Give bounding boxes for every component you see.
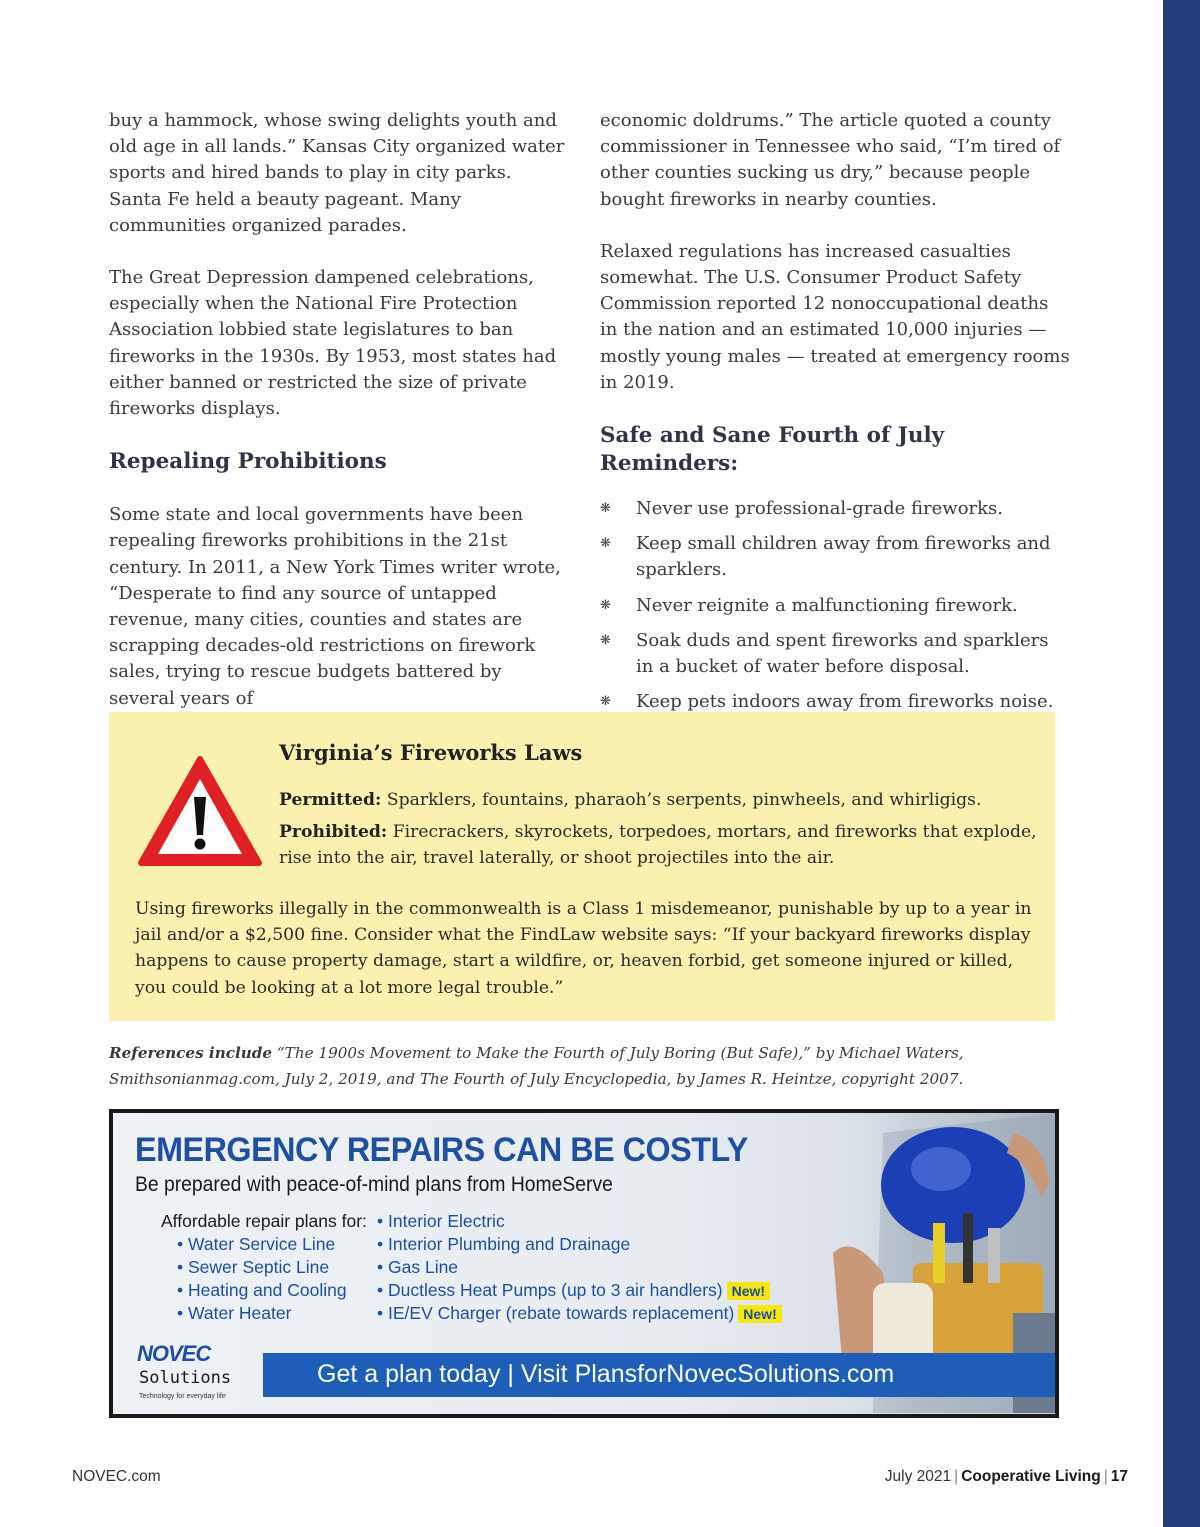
permitted-text: Sparklers, fountains, pharaoh’s serpents, pinwheels, and whirligigs. [381, 790, 982, 810]
list-item: • Water Heater [177, 1302, 347, 1325]
list-item: ❋ Keep small children away from fireworks and sparklers. [600, 533, 1051, 581]
list-item: • Heating and Cooling [177, 1279, 347, 1302]
list-item: • Water Service Line [177, 1233, 347, 1256]
fireworks-laws-callout [109, 712, 1055, 1021]
ad-subhead: Be prepared with peace-of-mind plans from HomeServe [135, 1173, 613, 1196]
footer-publication: Cooperative Living [961, 1468, 1101, 1485]
repealing-heading: Repealing Prohibitions [109, 449, 387, 475]
footer-separator: | [954, 1468, 959, 1485]
left-paragraph-2: The Great Depression dampened celebrations, especially when the National Fire Protection Association lobbied state legislatures to ban fireworks in the 1930s. By 1953, most states had either banned or restricted the size of private fireworks displays. [109, 267, 557, 420]
warning-icon [137, 755, 263, 867]
permitted-label: Permitted: [279, 790, 382, 810]
footer-folio [885, 1468, 1128, 1486]
list-item: ❋ Never use professional-grade fireworks. [600, 496, 1070, 522]
prohibited-line [279, 819, 1039, 871]
prohibited-text: Firecrackers, skyrockets, torpedoes, mortars, and fireworks that explode, rise into the air, travel laterally, or shoot projectiles into the air. [279, 822, 1037, 869]
bullet-icon: ❋ [600, 501, 611, 517]
left-paragraph-1: buy a hammock, whose swing delights youth and old age in all lands.” Kansas City organized water sports and hired bands to play in city parks. Santa Fe held a beauty pageant. Many communities organized parades. [109, 110, 565, 236]
prohibited-label: Prohibited: [279, 822, 388, 842]
references [109, 1040, 1009, 1092]
footer-site[interactable]: NOVEC.com [72, 1468, 161, 1485]
bullet-icon: ❋ [600, 694, 611, 710]
logo-tagline: Technology for everyday life [139, 1393, 226, 1400]
new-badge: New! [738, 1305, 781, 1323]
side-color-bar [1163, 0, 1200, 1527]
homeserve-ad[interactable] [109, 1109, 1059, 1418]
callout-note: Using fireworks illegally in the commonwealth is a Class 1 misdemeanor, punishable by up to a year in jail and/or a $2,500 fine. Consider what the FindLaw website says: “If your backyard fireworks display happens to cause property damage, start a wildfire, or, heaven forbid, get someone injured or killed, you could be looking at a lot more legal trouble.” [135, 899, 1032, 998]
list-item: ❋ Soak duds and spent fireworks and sparklers in a bucket of water before disposal. [600, 629, 1049, 678]
list-item: • Sewer Septic Line [177, 1256, 347, 1279]
page-number: 17 [1110, 1468, 1128, 1485]
bullet-icon: ❋ [600, 632, 611, 648]
logo-solutions: Solutions [139, 1368, 232, 1388]
left-paragraph-3: Some state and local governments have been repealing fireworks prohibitions in the 21st century. In 2011, a New York Times writer wrote, “Desperate to find any source of untapped revenue, many cities, counties and states are scrapping decades-old restrictions on firework sales, trying to rescue budgets battered by several years of [109, 504, 561, 709]
plans-list-a [177, 1233, 347, 1325]
ad-headline: EMERGENCY REPAIRS CAN BE COSTLY [135, 1131, 748, 1169]
ad-lead: Affordable repair plans for: [161, 1211, 367, 1231]
list-item: • IE/EV Charger (rebate towards replacement) New! [377, 1302, 782, 1325]
right-column [600, 108, 1070, 724]
new-badge: New! [727, 1282, 770, 1300]
references-label: References include [109, 1044, 273, 1062]
list-item: ❋ Never reignite a malfunctioning firework. [600, 593, 1070, 619]
footer-date: July 2021 [884, 1468, 952, 1485]
left-column [109, 108, 569, 738]
novec-solutions-logo [133, 1337, 253, 1409]
bullet-icon: ❋ [600, 597, 611, 613]
list-item: • Interior Plumbing and Drainage [377, 1233, 782, 1256]
list-item: • Ductless Heat Pumps (up to 3 air handlers) New! [377, 1279, 782, 1302]
bullet-icon: ❋ [600, 536, 611, 552]
right-paragraph-1: economic doldrums.” The article quoted a county commissioner in Tennessee who said, “I’m tired of other counties sucking us dry,” because people bought fireworks in nearby counties. [600, 110, 1061, 210]
list-item: • Gas Line [377, 1256, 782, 1279]
reminders-list [600, 496, 1070, 715]
logo-name: NOVEC [137, 1341, 211, 1366]
cta-text[interactable]: Get a plan today | Visit PlansforNovecSolutions.com [317, 1360, 895, 1388]
callout-title: Virginia’s Fireworks Laws [279, 740, 583, 765]
list-item: • Interior Electric [377, 1210, 782, 1233]
footer-separator: | [1103, 1468, 1108, 1485]
permitted-line [279, 787, 1039, 813]
cta-banner[interactable] [263, 1353, 1055, 1397]
right-paragraph-2: Relaxed regulations has increased casualties somewhat. The U.S. Consumer Product Safety Commission reported 12 nonoccupational deaths in the nation and an estimated 10,000 injuries — mostly young males — treated at emergency rooms in 2019. [600, 240, 1070, 393]
list-item: ❋ Keep pets indoors away from fireworks noise. [600, 689, 1070, 715]
references-text: “The 1900s Movement to Make the Fourth of July Boring (But Safe),” by Michael Waters, Smithsonianmag.com, July 2, 2019, and The Fourth of July Encyclopedia, by James R. Heintze, copyright 2007. [109, 1044, 964, 1088]
reminders-heading: Safe and Sane Fourth of July Reminders: [600, 423, 945, 477]
plans-list-b [377, 1210, 782, 1325]
